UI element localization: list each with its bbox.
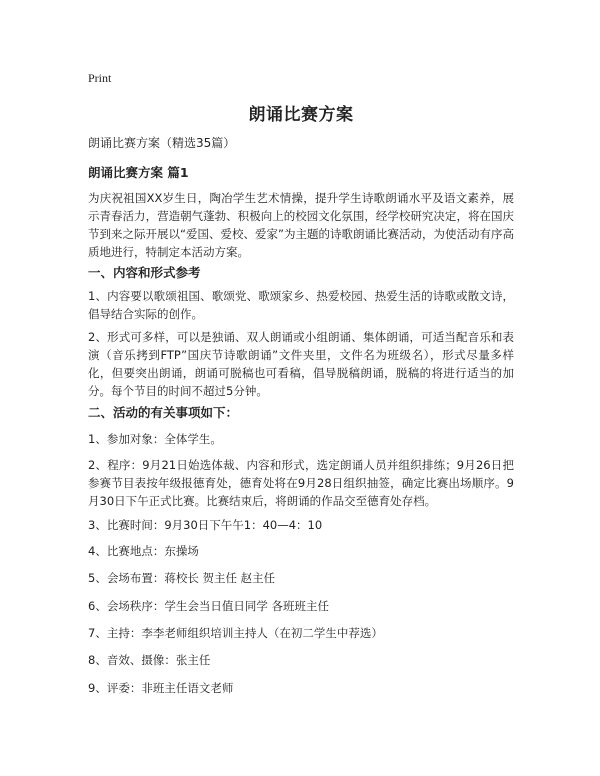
list-item: 3、比赛时间：9月30日下午午1：40—4：10 [88,518,323,532]
list-item: 4、比赛地点：东操场 [88,544,199,558]
document-subtitle: 朗诵比赛方案（精选35篇） [88,136,236,150]
list-item: 6、会场秩序：学生会当日值日同学 各班班主任 [88,599,329,613]
section-heading: 朗诵比赛方案 篇1 [88,165,189,180]
intro-paragraph: 为庆祝祖国XX岁生日，陶冶学生艺术情操，提升学生诗歌朗诵水平及语文素养，展示青春活力，营造朝气蓬勃、积极向上的校园文化氛围，经学校研究决定，将在国庆节到来之际开展以“爱国、爱校、爱家”为主题的诗歌朗诵比赛活动，为使活动有序高质地进行，特制定本活动方案。 [88,191,514,259]
part1-heading: 一、内容和形式参考 [88,265,201,280]
part1-paragraph-2: 2、形式可多样，可以是独诵、双人朗诵或小组朗诵、集体朗诵，可适当配音乐和表演（音乐拷到FTP”国庆节诗歌朗诵”文件夹里，文件名为班级名），形式尽量多样化，但要突出朗诵，朗诵可脱稿也可看稿，倡导脱稿朗诵，脱稿的将进行适当的加分。每个节目的时间不超过5分钟。 [88,330,514,398]
list-item: 2、程序：9月21日始选体裁、内容和形式，选定朗诵人员并组织排练；9月26日把参赛节目表按年级报德育处，德育处将在9月28日组织抽签，确定比赛出场顺序。9月30日下午正式比赛。比赛结束后，将朗诵的作品交至德育处存档。 [88,458,514,508]
list-item: 9、评委：非班主任语文老师 [88,681,234,695]
list-item: 7、主持：李李老师组织培训主持人（在初二学生中荐选） [88,626,383,640]
page-title: 朗诵比赛方案 [248,105,354,125]
list-item: 8、音效、摄像：张主任 [88,653,211,667]
part2-heading: 二、活动的有关事项如下： [88,405,239,420]
list-item: 5、会场布置：蒋校长 贺主任 赵主任 [88,571,276,585]
print-link[interactable]: Print [88,71,112,85]
list-item: 1、参加对象：全体学生。 [88,432,222,446]
part1-paragraph-1: 1、内容要以歌颂祖国、歌颂党、歌颂家乡、热爱校园、热爱生活的诗歌或散文诗，倡导结合实际的创作。 [88,289,514,321]
